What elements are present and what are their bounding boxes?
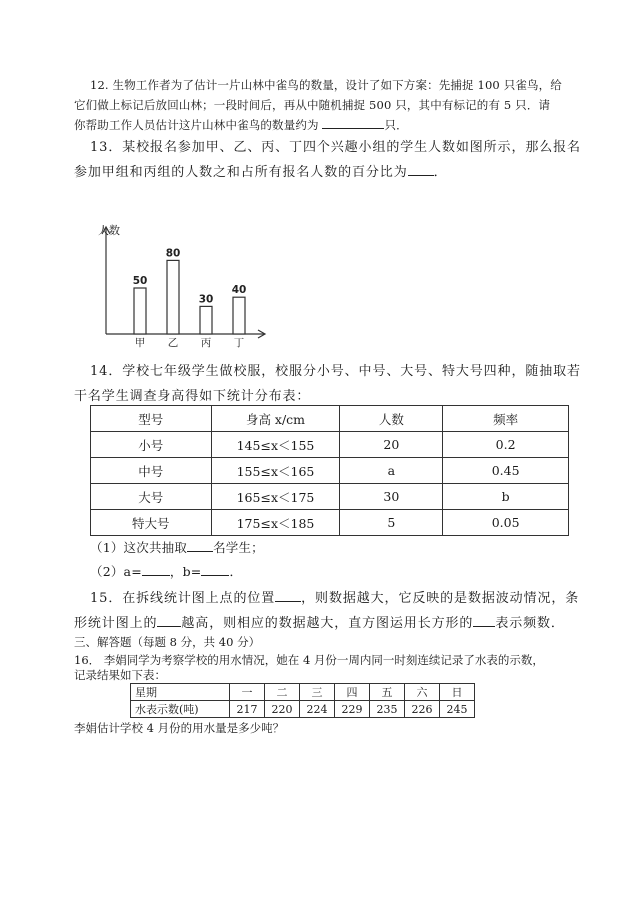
- q12-line3-text: 你帮助工作人员估计这片山林中雀鸟的数量约为: [74, 118, 323, 132]
- bar-data-label: 30: [198, 293, 214, 306]
- header-cell: 型号: [91, 406, 212, 432]
- header-cell: 身高 x/cm: [211, 406, 340, 432]
- q16-line3: 李娟估计学校 4 月份的用水量是多少吨？: [74, 721, 285, 735]
- table-cell: 0.05: [443, 510, 569, 536]
- q14-sub1-blank[interactable]: [187, 539, 213, 552]
- x-tick-label: 甲: [134, 337, 146, 349]
- q12-line3: [74, 116, 408, 133]
- q16-line1: 16． 李娟同学为考察学校的用水情况，她在 4 月份一周内同一时刻连续记录了水表的示数，: [74, 653, 544, 667]
- q15-blank-2[interactable]: [157, 614, 181, 627]
- bar: [134, 288, 146, 334]
- q14-sub2-text: （2）a=: [90, 564, 142, 579]
- q14-sub1-end: 名学生；: [213, 540, 264, 555]
- q14-a-blank[interactable]: [142, 563, 170, 576]
- table-cell: 20: [340, 432, 443, 458]
- water-header-row: [131, 684, 475, 701]
- q12-answer-blank[interactable]: [322, 116, 384, 129]
- q13-line2: [74, 161, 448, 180]
- q14-sub2: [90, 562, 242, 580]
- table-cell: 中号: [91, 458, 212, 484]
- header-cell: 一: [230, 684, 265, 701]
- table-cell: 特大号: [91, 510, 212, 536]
- table-row: [91, 432, 569, 458]
- table-cell: 155≤x＜165: [211, 458, 340, 484]
- header-cell: 频率: [443, 406, 569, 432]
- q12-line2: 它们做上标记后放回山林；一段时间后，再从中随机捕捉 500 只，其中有标记的有 5 只．请: [74, 98, 551, 112]
- table-cell: 小号: [91, 432, 212, 458]
- q14-sub2-mid: ，b=: [169, 564, 202, 579]
- table-cell: 217: [230, 701, 265, 718]
- q15-line2-text: 形统计图上的: [74, 616, 158, 631]
- bar-data-label: 40: [231, 284, 247, 297]
- water-meter-table: [130, 683, 475, 718]
- q15-line1: [90, 587, 579, 606]
- header-cell: 三: [300, 684, 335, 701]
- header-cell: 四: [335, 684, 370, 701]
- q15-blank-3[interactable]: [473, 614, 495, 627]
- x-tick-label: 丁: [233, 337, 245, 349]
- table-row: [91, 458, 569, 484]
- bar-chart: [92, 222, 272, 350]
- q14-sub1: [90, 538, 264, 556]
- q13-line2-text: 参加甲组和丙组的人数之和占所有报名人数的百分比为: [74, 165, 408, 180]
- table-row: [131, 701, 475, 718]
- table-cell: a: [340, 458, 443, 484]
- q12-line3-unit: 只．: [384, 118, 408, 132]
- header-cell: 人数: [340, 406, 443, 432]
- q14-sub1-text: （1）这次共抽取: [90, 540, 188, 555]
- header-cell: 六: [405, 684, 440, 701]
- table-cell: 226: [405, 701, 440, 718]
- table-cell: 大号: [91, 484, 212, 510]
- bar-data-label: 50: [132, 275, 148, 287]
- bar: [233, 297, 245, 334]
- y-axis-label: 人数: [98, 224, 120, 237]
- table-cell: 0.45: [443, 458, 569, 484]
- table-cell: 220: [265, 701, 300, 718]
- table-cell: 175≤x＜185: [211, 510, 340, 536]
- q14-sub2-end: ．: [229, 564, 243, 579]
- table-cell: 水表示数(吨): [131, 701, 230, 718]
- q15-line2-mid: 越高，则相应的数据越大，直方图运用长方形的: [181, 616, 474, 631]
- table-cell: 235: [370, 701, 405, 718]
- table-cell: 30: [340, 484, 443, 510]
- q13-line1: 13．某校报名参加甲、乙、丙、丁四个兴趣小组的学生人数如图所示，那么报名: [90, 140, 581, 155]
- q14-b-blank[interactable]: [201, 563, 229, 576]
- table-cell: 165≤x＜175: [211, 484, 340, 510]
- height-distribution-table: [90, 405, 569, 536]
- q15-line1-rest: ，则数据越大，它反映的是数据波动情况，条: [301, 591, 580, 606]
- table-cell: 0.2: [443, 432, 569, 458]
- header-cell: 日: [440, 684, 475, 701]
- x-tick-label: 丙: [200, 337, 212, 349]
- bar-data-label: 80: [165, 247, 181, 260]
- table-row: [91, 484, 569, 510]
- chart-plot: [98, 223, 265, 349]
- table-cell: 5: [340, 510, 443, 536]
- header-cell: 星期: [131, 684, 230, 701]
- table-cell: 229: [335, 701, 370, 718]
- table-cell: b: [443, 484, 569, 510]
- q15-blank-1[interactable]: [275, 589, 301, 602]
- table-cell: 224: [300, 701, 335, 718]
- header-cell: 五: [370, 684, 405, 701]
- q13-line2-end: ．: [433, 165, 448, 180]
- q15-line1-text: 15．在拆线统计图上点的位置: [90, 591, 276, 606]
- q14-line2: 干名学生调查身高得如下统计分布表：: [74, 389, 311, 404]
- q15-line2-end: 表示频数．: [495, 616, 565, 631]
- table-row: [91, 510, 569, 536]
- q16-line2: 记录结果如下表：: [74, 668, 166, 682]
- header-cell: 二: [265, 684, 300, 701]
- bar: [167, 260, 179, 334]
- q15-line2: [74, 612, 565, 631]
- q12-line1: 12. 生物工作者为了估计一片山林中雀鸟的数量，设计了如下方案：先捕捉 100 只雀鸟，给: [90, 78, 562, 92]
- section3-title: 三、解答题（每题 8 分，共 40 分）: [74, 635, 261, 649]
- table-cell: 245: [440, 701, 475, 718]
- x-tick-label: 乙: [167, 337, 179, 349]
- bar: [200, 306, 212, 334]
- table-header-row: [91, 406, 569, 432]
- table-cell: 145≤x＜155: [211, 432, 340, 458]
- q13-answer-blank[interactable]: [408, 163, 434, 176]
- q14-line1: 14．学校七年级学生做校服，校服分小号、中号、大号、特大号四种，随抽取若: [90, 364, 581, 379]
